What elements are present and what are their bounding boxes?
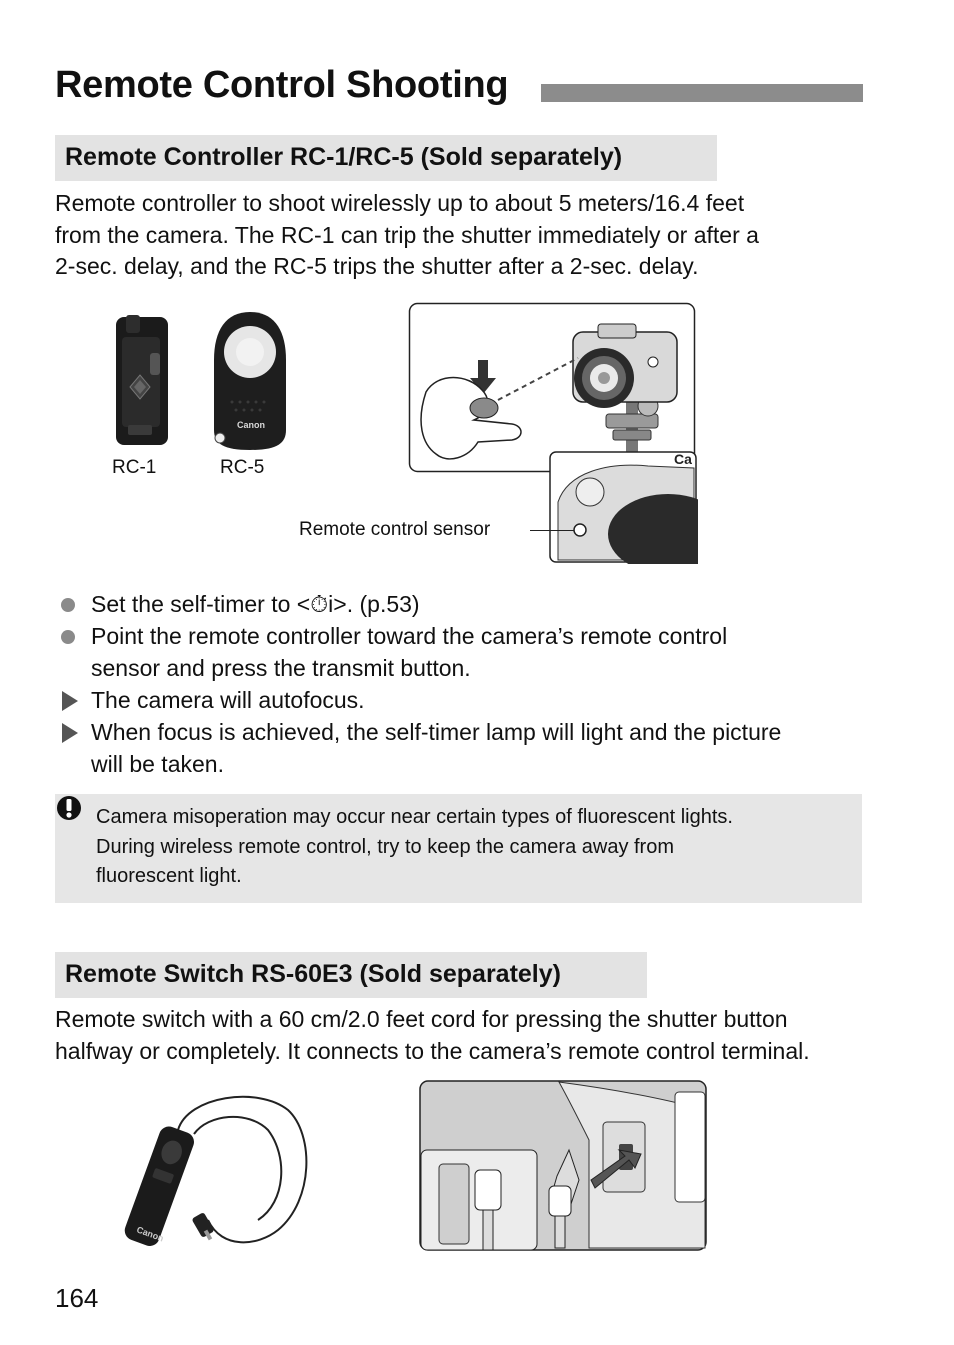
list-item-text: Point the remote controller toward the camera’s remote control	[91, 623, 728, 649]
bullet-dot-icon	[61, 598, 75, 612]
rs-description-line: Remote switch with a 60 cm/2.0 feet cord for pressing the shutter button	[55, 1006, 788, 1032]
rc-description-line: from the camera. The RC-1 can trip the shutter immediately or after a	[55, 221, 759, 248]
list-item	[55, 716, 875, 780]
caution-text	[96, 803, 733, 892]
caution-line: Camera misoperation may occur near certain types of fluorescent lights.	[96, 806, 733, 828]
remote-switch-image	[118, 1090, 318, 1255]
switch-brand-logo: Canon	[135, 1224, 166, 1244]
sensor-leader-line	[530, 530, 574, 531]
rs-description	[55, 1004, 810, 1067]
caution-icon	[55, 794, 83, 822]
rc5-brand-logo: Canon	[237, 420, 265, 430]
list-item	[55, 588, 875, 620]
section-heading-rc: Remote Controller RC-1/RC-5 (Sold separately)	[55, 135, 717, 181]
list-item-text: The camera will autofocus.	[91, 687, 365, 713]
title-rule	[541, 84, 863, 102]
caution-line: During wireless remote control, try to keep the camera away from	[96, 835, 674, 858]
rc5-remote-image	[210, 310, 290, 452]
rc-description-line: 2-sec. delay, and the RC-5 trips the shutter after a 2-sec. delay.	[55, 253, 699, 279]
instruction-list	[55, 588, 875, 780]
result-arrow-icon	[62, 723, 78, 743]
bullet-dot-icon	[61, 630, 75, 644]
rc-description-line: Remote controller to shoot wirelessly up to about 5 meters/16.4 feet	[55, 190, 745, 216]
rc5-caption: RC-5	[220, 457, 265, 478]
list-item	[55, 620, 875, 684]
terminal-connection-illustration	[419, 1080, 707, 1252]
caution-note	[55, 794, 862, 903]
caution-line: fluorescent light.	[96, 865, 242, 887]
rs-description-line: halfway or completely. It connects to the camera’s remote control terminal.	[55, 1037, 810, 1064]
rc-description	[55, 188, 759, 283]
page-number: 164	[55, 1283, 99, 1313]
rc1-remote-image	[112, 313, 172, 449]
list-item-text: Set the self-timer to <⏱⁠i>. (p.53)	[91, 591, 420, 617]
list-item-text: sensor and press the transmit button.	[91, 655, 471, 681]
list-item-text: When focus is achieved, the self-timer lamp will light and the picture	[91, 719, 782, 745]
sensor-caption: Remote control sensor	[299, 519, 491, 540]
list-item-text: will be taken.	[91, 751, 224, 777]
svg-text:Ca: Ca	[674, 451, 692, 467]
section-heading-rs: Remote Switch RS-60E3 (Sold separately)	[55, 952, 647, 998]
rc1-caption: RC-1	[112, 457, 157, 478]
list-item	[55, 684, 875, 716]
result-arrow-icon	[62, 691, 78, 711]
page-title: Remote Control Shooting	[55, 64, 509, 106]
